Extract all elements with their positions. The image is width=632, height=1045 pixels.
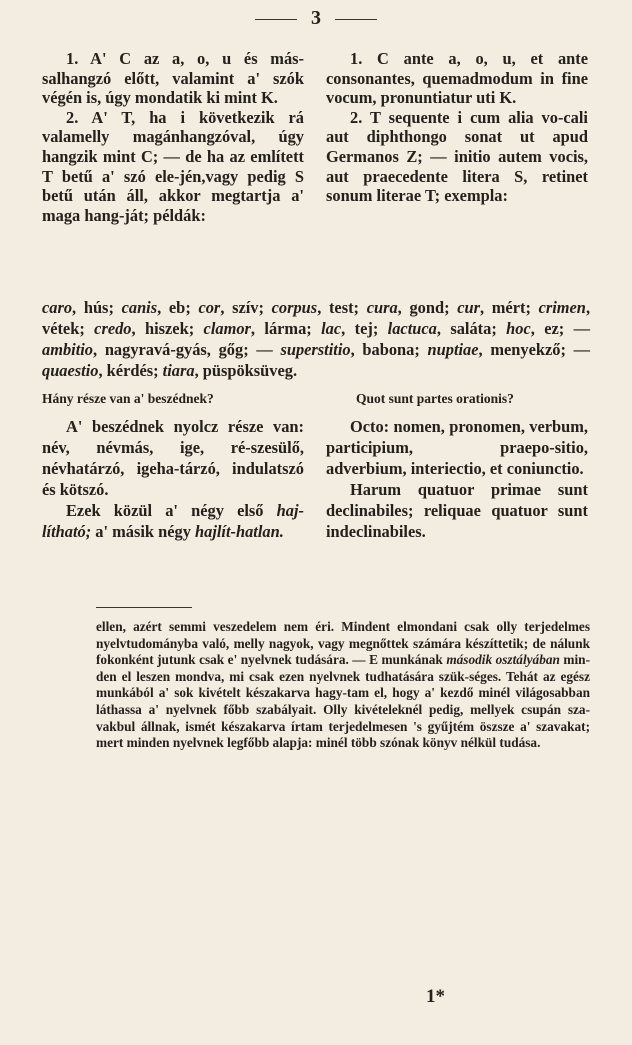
page-header xyxy=(0,6,632,30)
footnote-part-1: ellen, azért semmi veszedelem nem éri. Mindent elmondani csak olly terjedelmes nyelvtudományba való, melly nagyok, vagy megnőttek számára készíttetik; de nálunk fokonként jutunk csak e' nyelvnek tudására. — E munkának xyxy=(96,619,590,668)
example-latin: hoc xyxy=(506,319,531,338)
answer-hungarian-p1: A' beszédnek nyolcz része van: név, névmás, ige, ré-szesülő, névhatárzó, igeha-tárzó, indulatszó és kötszó. xyxy=(42,417,304,499)
example-hungarian: menyekző xyxy=(490,340,561,359)
example-latin: canis xyxy=(121,298,158,317)
header-rule-right xyxy=(335,19,377,20)
example-hungarian: kérdés xyxy=(106,361,154,380)
latin-rules-column xyxy=(326,49,588,206)
example-latin: corpus xyxy=(271,298,318,317)
question-hungarian: Hány része van a' beszédnek? xyxy=(42,391,214,406)
page-number: 3 xyxy=(311,6,321,29)
example-hungarian: vétek xyxy=(42,319,80,338)
example-latin: lactuca xyxy=(387,319,437,338)
example-hungarian: babona xyxy=(362,340,415,359)
example-hungarian: tej xyxy=(354,319,373,338)
example-latin: cor xyxy=(198,298,221,317)
example-latin: quaestio xyxy=(42,361,99,380)
example-latin: cur xyxy=(457,298,480,317)
question-latin: Quot sunt partes orationis? xyxy=(356,391,514,406)
example-latin: cura xyxy=(366,298,398,317)
footnote xyxy=(96,619,590,752)
example-latin: credo xyxy=(94,319,132,338)
answer-hungarian xyxy=(42,416,304,542)
answer-text-a: Ezek közül a' négy első xyxy=(66,501,277,520)
example-hungarian: ez xyxy=(544,319,559,338)
answer-term-declinable: haj-lítható; xyxy=(42,501,304,541)
footnote-rule xyxy=(96,607,192,608)
rule-1-latin: 1. C ante a, o, u, et ante consonantes, quemadmodum in fine vocum, pronuntiatur uti K. xyxy=(326,49,588,108)
example-hungarian: szív xyxy=(232,298,259,317)
rule-2-latin: 2. T sequente i cum alia vo-cali aut diphthongo sonat ut apud Germanos Z; — initio autem vocis, aut praecedente litera S, retinet sonum literae T; exempla: xyxy=(326,107,588,206)
answer-latin-p2: Harum quatuor primae sunt declinabiles; reliquae quatuor sunt indeclinabiles. xyxy=(326,480,588,541)
answer-latin xyxy=(326,416,588,542)
answer-text-c: a' másik négy xyxy=(91,522,196,541)
example-hungarian: hiszek xyxy=(144,319,189,338)
answer-term-indeclinable: hajlít-hatlan. xyxy=(195,522,284,541)
header-rule-left xyxy=(255,19,297,20)
example-hungarian: test xyxy=(328,298,354,317)
example-latin: crimen xyxy=(538,298,586,317)
example-latin: superstitio xyxy=(280,340,351,359)
answer-hungarian-p2 xyxy=(42,500,304,542)
example-hungarian: püspöksüveg xyxy=(202,361,293,380)
example-hungarian: saláta xyxy=(450,319,492,338)
example-hungarian: mért xyxy=(491,298,526,317)
example-hungarian: nagyravá-gyás, gőg xyxy=(104,340,244,359)
example-hungarian: lárma xyxy=(264,319,307,338)
example-hungarian: eb xyxy=(168,298,186,317)
footnote-italic: második osztályában xyxy=(446,652,560,668)
example-hungarian: hús xyxy=(83,298,109,317)
footnote-part-2: min-den el leszen mondva, mi csak ezen nyelvnek tudhatására szük-séges. Tehát az egész munkából a' sok kivételt készakarva hagy-tam el, hogy a' kezdő minél világosabban láthassa a' nyelvnek főbb szabályait. Olly kivételeknél pedig, mellyek csupán sza-vakbul állnak, ismét készakarva írtam terjedelmesen 's gyűjtém öszsze a' szavakat; mert minden nyelvnek legfőbb alapja: minél több szónak könyv nélkül tudása. xyxy=(96,652,590,751)
answer-latin-p1: Octo: nomen, pronomen, verbum, participium, praepo-sitio, adverbium, interiectio, et coniunctio. xyxy=(326,417,588,478)
signature-mark: 1* xyxy=(426,986,445,1007)
example-latin: lac xyxy=(321,319,342,338)
example-latin: ambitio xyxy=(42,340,93,359)
example-latin: clamor xyxy=(203,319,251,338)
examples-paragraph: caro, hús; canis, eb; cor, szív; corpus, test; cura, gond; cur, mért; crimen, vétek; credo, hiszek; clamor, lárma; lac, tej; lactuca, saláta; hoc, ez; — ambitio, nagyravá-gyás, gőg; — superstitio, babona; nuptiae, menyekző; — quaestio, kérdés; tiara, püspöksüveg. xyxy=(42,298,591,380)
example-hungarian: gond xyxy=(409,298,445,317)
rule-1-hungarian: 1. A' C az a, o, u és más-salhangzó előtt, valamint a' szók végén is, úgy mondatik ki mint K. xyxy=(42,49,304,108)
example-latin: caro xyxy=(42,298,73,317)
rule-2-hungarian: 2. A' T, ha i következik rá valamelly magánhangzóval, úgy hangzik mint C; — de ha az említett T betű a' szó ele-jén,vagy pedig S betű után áll, akkor megtartja a' maga hang-ját; példák: xyxy=(42,107,304,225)
hungarian-rules-column xyxy=(42,49,304,225)
example-latin: tiara xyxy=(162,361,195,380)
example-latin: nuptiae xyxy=(427,340,479,359)
